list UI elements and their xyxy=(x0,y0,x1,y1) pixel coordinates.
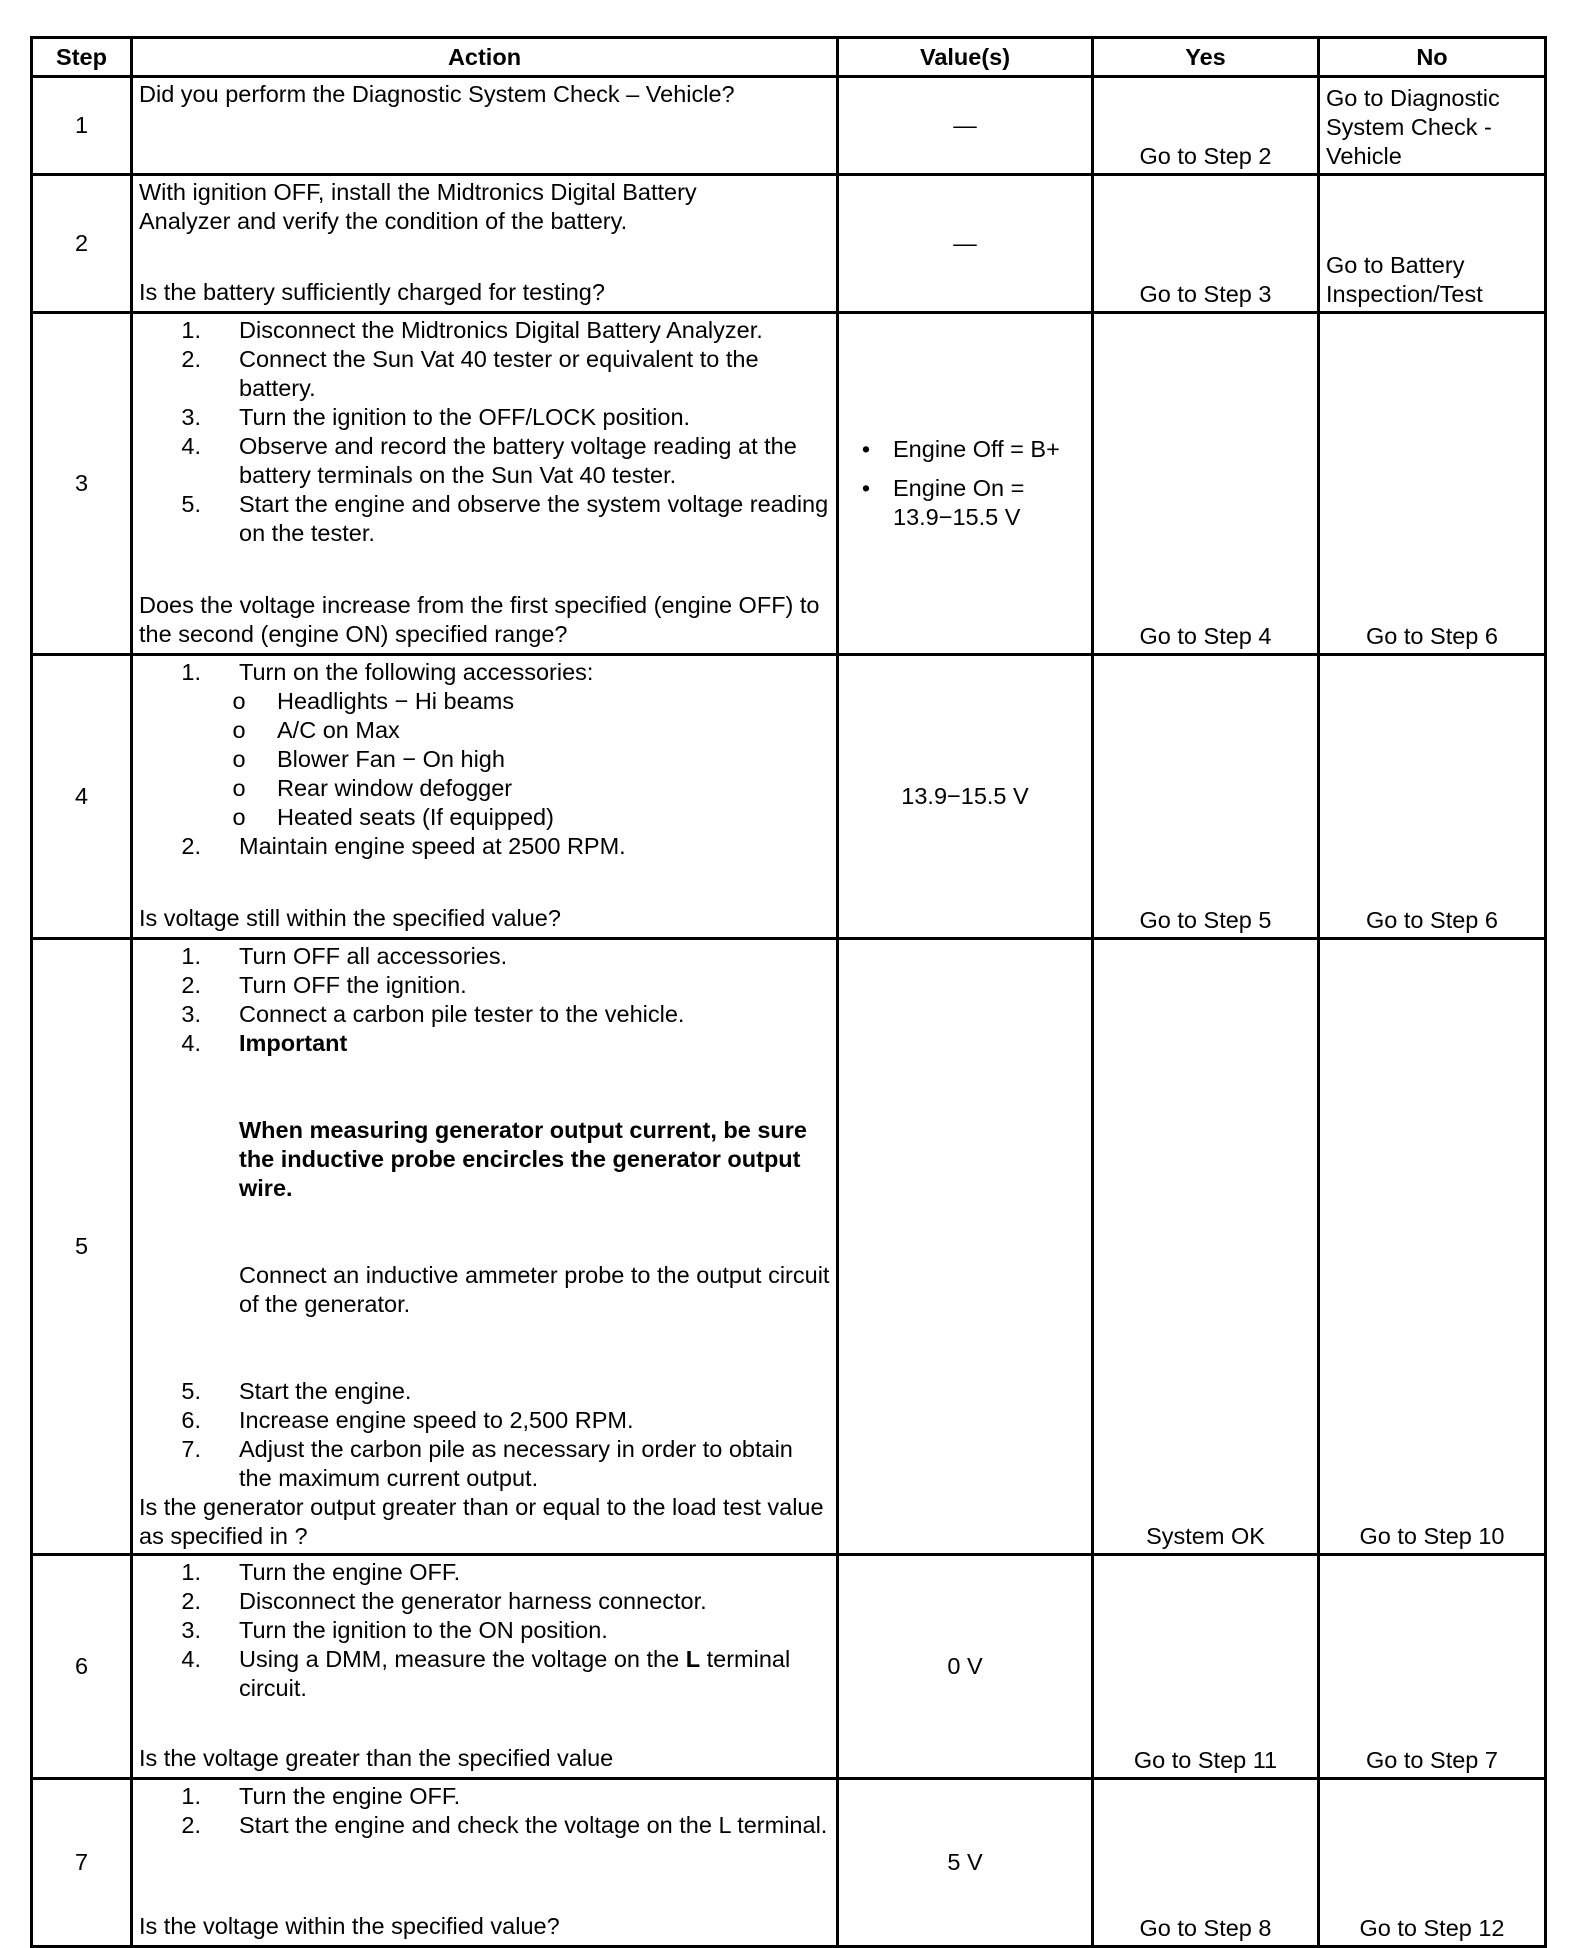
sub-list xyxy=(139,687,832,832)
no-line: Inspection/Test xyxy=(1326,281,1483,307)
header-step: Step xyxy=(32,38,132,77)
important-followup: Connect an inductive ammeter probe to the output circuit of the generator. xyxy=(239,1262,830,1317)
no-cell: Go to Step 12 xyxy=(1319,1779,1546,1947)
action-text: Did you perform the Diagnostic System Check – Vehicle? xyxy=(139,81,735,107)
circle-bullet-icon: o xyxy=(232,746,246,772)
action-line: With ignition OFF, install the Midtronics Digital Battery xyxy=(139,179,697,205)
list-item: 6. Increase engine speed to 2,500 RPM. xyxy=(181,1407,634,1433)
action-cell xyxy=(132,939,838,1555)
yes-cell: Go to Step 5 xyxy=(1093,655,1319,939)
list-item: 1. Turn the engine OFF. xyxy=(181,1783,461,1809)
list-item: 2. Disconnect the generator harness connector. xyxy=(181,1588,707,1614)
header-yes: Yes xyxy=(1093,38,1319,77)
value-bullet: • Engine On = 13.9−15.5 V xyxy=(839,474,1087,532)
step-number: 5 xyxy=(32,939,132,1555)
list-item: 3. Connect a carbon pile tester to the vehicle. xyxy=(181,1001,685,1027)
numbered-list xyxy=(139,1558,832,1703)
no-cell: Go to Step 6 xyxy=(1319,655,1546,939)
no-cell xyxy=(1319,175,1546,313)
action-cell xyxy=(132,313,838,655)
sub-item: o Heated seats (If equipped) xyxy=(201,803,832,832)
value-cell: 5 V xyxy=(838,1779,1093,1947)
value-cell: — xyxy=(838,77,1093,175)
no-cell xyxy=(1319,77,1546,175)
table-row xyxy=(32,939,1546,1555)
no-line: System Check - xyxy=(1326,114,1492,140)
no-line: Go to Battery xyxy=(1326,252,1465,278)
value-cell: — xyxy=(838,175,1093,313)
list-item: 1. Disconnect the Midtronics Digital Battery Analyzer. xyxy=(181,317,763,343)
list-item: 5. Start the engine and observe the system voltage reading on the tester. xyxy=(181,491,829,546)
yes-cell: Go to Step 2 xyxy=(1093,77,1319,175)
sub-item: o Rear window defogger xyxy=(201,774,832,803)
important-note: When measuring generator output current, be sure the inductive probe encircles the generator output wire. xyxy=(239,1117,807,1201)
list-item: 7. Adjust the carbon pile as necessary in order to obtain the maximum current output. xyxy=(181,1436,793,1491)
sub-item: o Blower Fan − On high xyxy=(201,745,832,774)
list-item: 5. Start the engine. xyxy=(181,1378,412,1404)
list-item: 3. Turn the ignition to the ON position. xyxy=(181,1617,608,1643)
yes-cell: Go to Step 4 xyxy=(1093,313,1319,655)
header-values: Value(s) xyxy=(838,38,1093,77)
numbered-list xyxy=(139,658,832,687)
action-question: Is voltage still within the specified value? xyxy=(139,905,561,931)
no-cell: Go to Step 7 xyxy=(1319,1555,1546,1779)
list-item: 1. Turn on the following accessories: xyxy=(181,659,594,685)
action-cell xyxy=(132,655,838,939)
step-number: 1 xyxy=(32,77,132,175)
list-item: 1. Turn OFF all accessories. xyxy=(181,943,508,969)
list-item: 2. Connect the Sun Vat 40 tester or equivalent to the battery. xyxy=(181,346,759,401)
value-cell xyxy=(838,313,1093,655)
action-line: Analyzer and verify the condition of the battery. xyxy=(139,208,628,234)
list-item: 3. Turn the ignition to the OFF/LOCK position. xyxy=(181,404,691,430)
numbered-list xyxy=(139,1782,832,1840)
action-question: Is the generator output greater than or equal to the load test value as specified in ? xyxy=(139,1494,824,1549)
yes-cell: Go to Step 11 xyxy=(1093,1555,1319,1779)
numbered-list xyxy=(139,832,832,861)
list-item: 2. Maintain engine speed at 2500 RPM. xyxy=(181,833,626,859)
numbered-list xyxy=(139,942,832,1058)
no-line: Go to Diagnostic xyxy=(1326,85,1500,111)
header-row xyxy=(32,38,1546,77)
bullet-icon: • xyxy=(861,436,871,462)
action-question: Is the battery sufficiently charged for testing? xyxy=(139,279,605,305)
no-cell: Go to Step 6 xyxy=(1319,313,1546,655)
circle-bullet-icon: o xyxy=(232,775,246,801)
table-row xyxy=(32,313,1546,655)
list-item: 4. Observe and record the battery voltage reading at the battery terminals on the Sun Vat 40 tester. xyxy=(181,433,797,488)
list-item: 2. Turn OFF the ignition. xyxy=(181,972,467,998)
action-cell xyxy=(132,175,838,313)
table-row xyxy=(32,1779,1546,1947)
no-line: Vehicle xyxy=(1326,143,1402,169)
value-cell xyxy=(838,939,1093,1555)
numbered-list xyxy=(139,316,832,548)
value-cell: 0 V xyxy=(838,1555,1093,1779)
sub-item: o Headlights − Hi beams xyxy=(201,687,832,716)
yes-cell: System OK xyxy=(1093,939,1319,1555)
value-cell: 13.9−15.5 V xyxy=(838,655,1093,939)
list-item: 4. Important xyxy=(181,1030,348,1056)
list-item: 1. Turn the engine OFF. xyxy=(181,1559,461,1585)
step-number: 6 xyxy=(32,1555,132,1779)
step-number: 3 xyxy=(32,313,132,655)
action-cell xyxy=(132,77,838,175)
list-item: 2. Start the engine and check the voltage on the L terminal. xyxy=(181,1812,828,1838)
circle-bullet-icon: o xyxy=(232,804,246,830)
circle-bullet-icon: o xyxy=(232,717,246,743)
value-bullets xyxy=(839,435,1087,532)
value-bullet: • Engine Off = B+ xyxy=(839,435,1087,464)
table-row xyxy=(32,1555,1546,1779)
action-question: Does the voltage increase from the first specified (engine OFF) to the second (engine ON) specified range? xyxy=(139,592,820,647)
step-number: 2 xyxy=(32,175,132,313)
table-row xyxy=(32,655,1546,939)
action-question: Is the voltage within the specified value? xyxy=(139,1913,560,1939)
sub-item: o A/C on Max xyxy=(201,716,832,745)
numbered-list xyxy=(139,1377,832,1493)
no-cell: Go to Step 10 xyxy=(1319,939,1546,1555)
table-row xyxy=(32,175,1546,313)
diagnostic-table xyxy=(30,36,1547,1948)
table-row xyxy=(32,77,1546,175)
action-question: Is the voltage greater than the specified value xyxy=(139,1745,614,1771)
action-cell xyxy=(132,1555,838,1779)
yes-cell: Go to Step 8 xyxy=(1093,1779,1319,1947)
step-number: 4 xyxy=(32,655,132,939)
bullet-icon: • xyxy=(861,475,871,501)
header-action: Action xyxy=(132,38,838,77)
step-number: 7 xyxy=(32,1779,132,1947)
action-cell xyxy=(132,1779,838,1947)
list-item: 4. Using a DMM, measure the voltage on the L terminal circuit. xyxy=(181,1646,791,1701)
yes-cell: Go to Step 3 xyxy=(1093,175,1319,313)
circle-bullet-icon: o xyxy=(232,688,246,714)
header-no: No xyxy=(1319,38,1546,77)
